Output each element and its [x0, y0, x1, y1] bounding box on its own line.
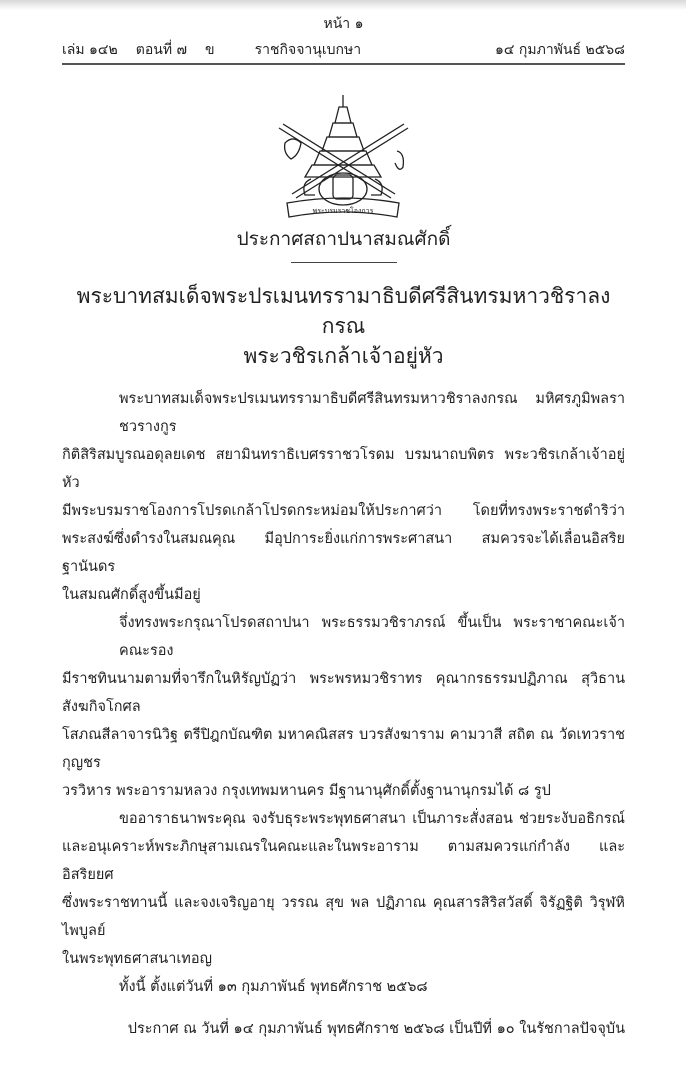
- section: ข: [205, 42, 215, 58]
- top-shadow: [0, 0, 686, 10]
- king-name-line-2: พระวชิรเกล้าเจ้าอยู่หัว: [243, 344, 444, 368]
- body-line: พระบาทสมเด็จพระปรเมนทรรามาธิบดีศรีสินทรมหาวชิราลงกรณ มหิศรภูมิพลราชวรางกูร: [119, 391, 625, 435]
- issue: ตอนที่ ๗: [135, 42, 188, 58]
- body-line: ในสมณศักดิ์สูงขึ้นมีอยู่: [62, 587, 201, 603]
- issue-date: ๑๔ กุมภาพันธ์ ๒๕๖๘: [494, 42, 625, 58]
- announcement-body: [62, 385, 625, 1001]
- page-number: หน้า ๑: [323, 16, 364, 32]
- body-line: มีราชทินนามตามที่จารึกในหิรัญบัฏว่า พระพรหมวชิราทร คุณากรธรรมปฏิภาณ สุวิธานสังฆกิจโกศล: [62, 671, 625, 715]
- body-line: โสภณสีลาจารนิวิฐ ตรีปิฎกบัณฑิต มหาคณิสสร บวรสังฆาราม คามวาสี สถิต ณ วัดเทวราชกุญชร: [62, 727, 625, 771]
- effective-date-line: ทั้งนี้ ตั้งแต่วันที่ ๑๓ กุมภาพันธ์ พุทธศักราช ๒๕๖๘: [119, 979, 428, 995]
- body-line: กิติสิริสมบูรณอดุลยเดช สยามินทราธิเบศรราชวโรดม บรมนาถบพิตร พระวชิรเกล้าเจ้าอยู่หัว: [62, 447, 625, 491]
- volume: เล่ม ๑๔๒: [62, 42, 118, 58]
- gazette-name: ราชกิจจานุเบกษา: [254, 42, 362, 58]
- royal-emblem: [271, 93, 416, 218]
- paragraph-3: [62, 805, 625, 973]
- body-line: พระสงฆ์ซึ่งดำรงในสมณคุณ มีอุปการะยิ่งแก่การพระศาสนา สมควรจะได้เลื่อนอิสริยฐานันดร: [62, 531, 625, 575]
- gazette-page: [0, 10, 686, 1083]
- king-name-line-1: พระบาทสมเด็จพระปรเมนทรรามาธิบดีศรีสินทรมหาวชิราลงกรณ: [76, 284, 611, 338]
- paragraph-1: [62, 385, 625, 609]
- emblem-container: [62, 93, 625, 218]
- announcement-date: ประกาศ ณ วันที่ ๑๔ กุมภาพันธ์ พุทธศักราช ๒๕๖๘ เป็นปีที่ ๑๐ ในรัชกาลปัจจุบัน: [127, 1021, 625, 1037]
- body-line: มีพระบรมราชโองการโปรดเกล้าโปรดกระหม่อมให้ประกาศว่า โดยที่ทรงพระราชดำริว่า: [62, 503, 625, 519]
- paragraph-4: [62, 973, 625, 1001]
- announcement-title: ประกาศสถาปนาสมณศักดิ์: [236, 228, 451, 250]
- paragraph-2: [62, 609, 625, 805]
- gazette-header: [62, 40, 625, 60]
- emblem-ribbon-text: พระบรมราชโองการ: [312, 207, 374, 215]
- body-line: จึ่งทรงพระกรุณาโปรดสถาปนา พระธรรมวชิราภรณ์ ขึ้นเป็น พระราชาคณะเจ้าคณะรอง: [119, 615, 625, 659]
- title-rule: [291, 262, 397, 263]
- header-rule: [62, 63, 625, 65]
- body-line: ในพระพุทธศาสนาเทอญ: [62, 951, 212, 967]
- body-line: ขออาราธนาพระคุณ จงรับธุระพระพุทธศาสนา เป็นภาระสั่งสอน ช่วยระงับอธิกรณ์: [119, 811, 625, 827]
- body-line: ซึ่งพระราชทานนี้ และจงเจริญอายุ วรรณ สุข พล ปฏิภาณ คุณสารสิริสวัสดิ์ จิรัฏฐิติ วิรุฬหิไพบูลย์: [62, 895, 625, 939]
- body-line: และอนุเคราะห์พระภิกษุสามเณรในคณะและในพระอาราม ตามสมควรแก่กำลัง และอิสริยยศ: [62, 839, 625, 883]
- body-line: วรวิหาร พระอารามหลวง กรุงเทพมหานคร มีฐานานุศักดิ์ตั้งฐานานุกรมได้ ๘ รูป: [62, 783, 551, 799]
